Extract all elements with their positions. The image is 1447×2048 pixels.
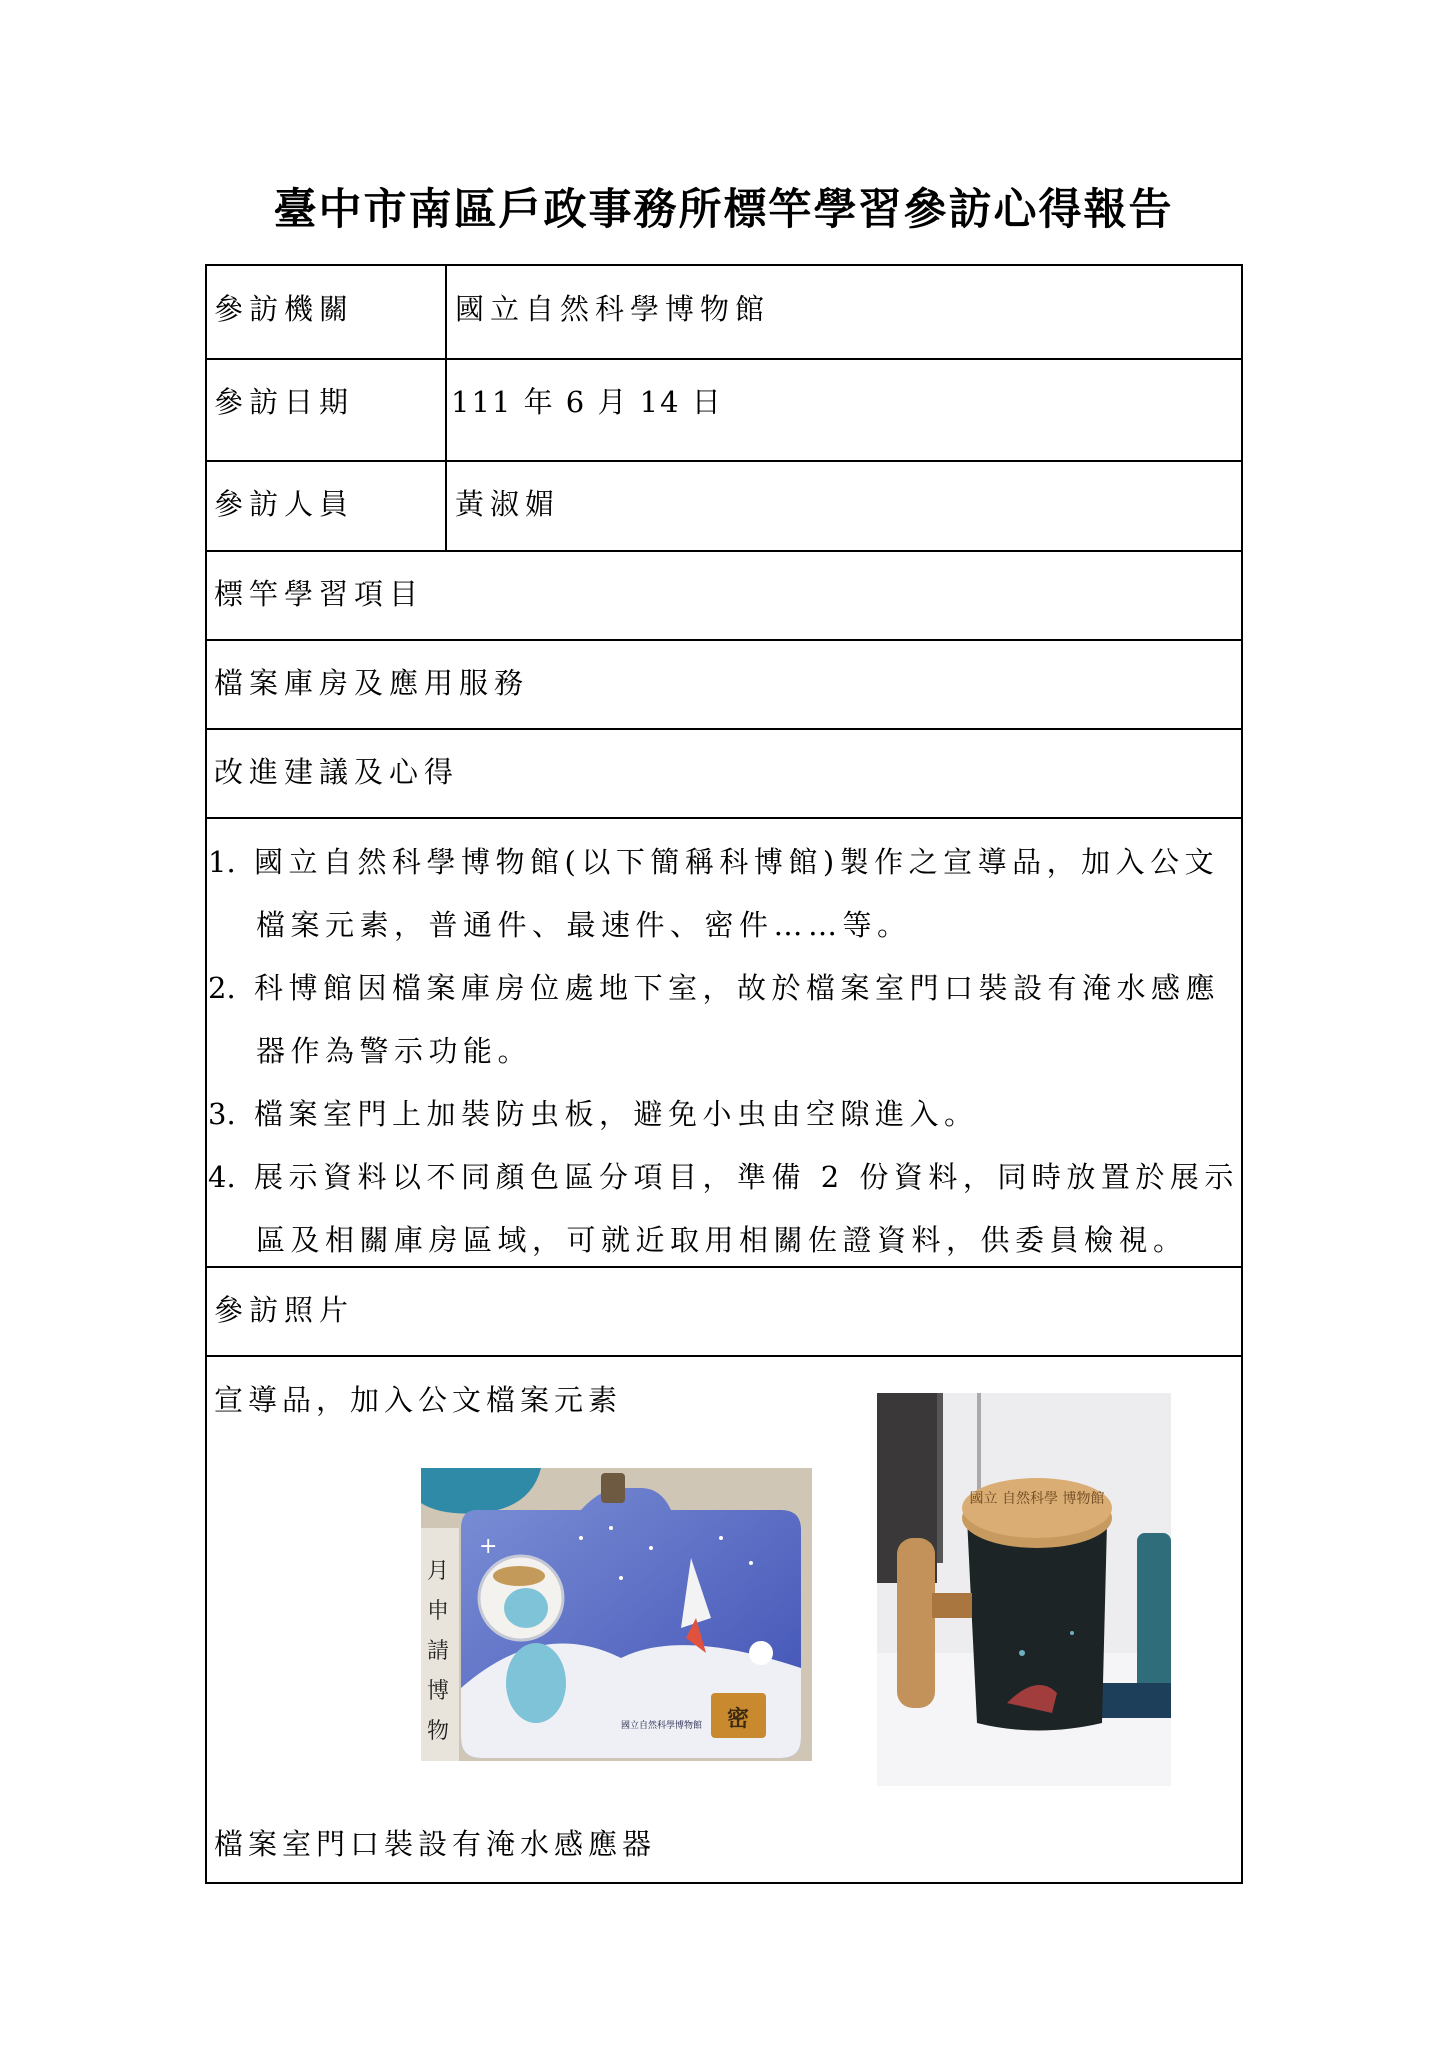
list-text: 科博館因檔案庫房位處地下室，故於檔案室門口裝設有淹水感應	[254, 971, 1221, 1005]
page-title: 臺中市南區戶政事務所標竿學習參訪心得報告	[273, 185, 1174, 235]
row-divider	[205, 460, 1243, 462]
column-divider	[445, 264, 447, 551]
list-text: 國立自然科學博物館(以下簡稱科博館)製作之宣導品，加入公文	[254, 845, 1220, 879]
row-divider	[205, 1355, 1243, 1357]
card-small-text: 國立自然科學博物館	[621, 1721, 703, 1731]
mug-lid-text: 國立 自然科學 博物館	[969, 1491, 1105, 1507]
photo-caption: 檔案室門口裝設有淹水感應器	[214, 1827, 657, 1861]
benchmark-label: 標竿學習項目	[214, 577, 425, 611]
side-char: 物	[427, 1719, 450, 1744]
list-text: 檔案室門上加裝防虫板，避免小虫由空隙進入。	[254, 1097, 979, 1131]
badge-card-image	[421, 1468, 812, 1761]
side-char: 申	[427, 1599, 450, 1624]
list-number: 4.	[208, 1160, 236, 1194]
row-divider	[205, 550, 1243, 552]
list-item-continued: 器作為警示功能。	[256, 1034, 533, 1068]
staff-label: 參訪人員	[214, 487, 355, 521]
mug-photo	[877, 1393, 1171, 1786]
mug-image	[877, 1393, 1171, 1786]
row-divider	[205, 639, 1243, 641]
agency-label: 參訪機關	[214, 292, 355, 326]
row-divider	[205, 817, 1243, 819]
benchmark-value: 檔案庫房及應用服務	[214, 666, 530, 700]
date-value: 111 年 6 月 14 日	[451, 385, 723, 419]
list-item-continued: 區及相關庫房區域，可就近取用相關佐證資料，供委員檢視。	[256, 1223, 1188, 1257]
suggestions-label: 改進建議及心得	[214, 755, 460, 789]
list-item-continued: 檔案元素，普通件、最速件、密件……等。	[256, 908, 912, 942]
list-number: 1.	[208, 845, 236, 879]
side-char: 請	[427, 1639, 450, 1664]
photos-label: 參訪照片	[214, 1293, 355, 1327]
list-text: 展示資料以不同顏色區分項目，準備 2 份資料，同時放置於展示	[254, 1160, 1239, 1194]
row-divider	[205, 728, 1243, 730]
list-item	[208, 971, 1221, 1005]
list-item	[208, 845, 1220, 879]
row-divider	[205, 358, 1243, 360]
side-char: 博	[427, 1679, 450, 1704]
list-number: 3.	[208, 1097, 236, 1131]
card-plus-text: +	[479, 1534, 498, 1559]
date-label: 參訪日期	[214, 385, 355, 419]
row-divider	[205, 1266, 1243, 1268]
list-item	[208, 1097, 979, 1131]
list-number: 2.	[208, 971, 236, 1005]
card-stamp-text: 密	[726, 1707, 750, 1732]
side-char: 月	[427, 1559, 450, 1584]
list-item	[208, 1160, 1239, 1194]
badge-card-photo	[421, 1468, 812, 1761]
agency-value: 國立自然科學博物館	[455, 292, 771, 326]
staff-value: 黃淑媚	[455, 487, 561, 521]
photo-caption: 宣導品，加入公文檔案元素	[214, 1383, 623, 1417]
